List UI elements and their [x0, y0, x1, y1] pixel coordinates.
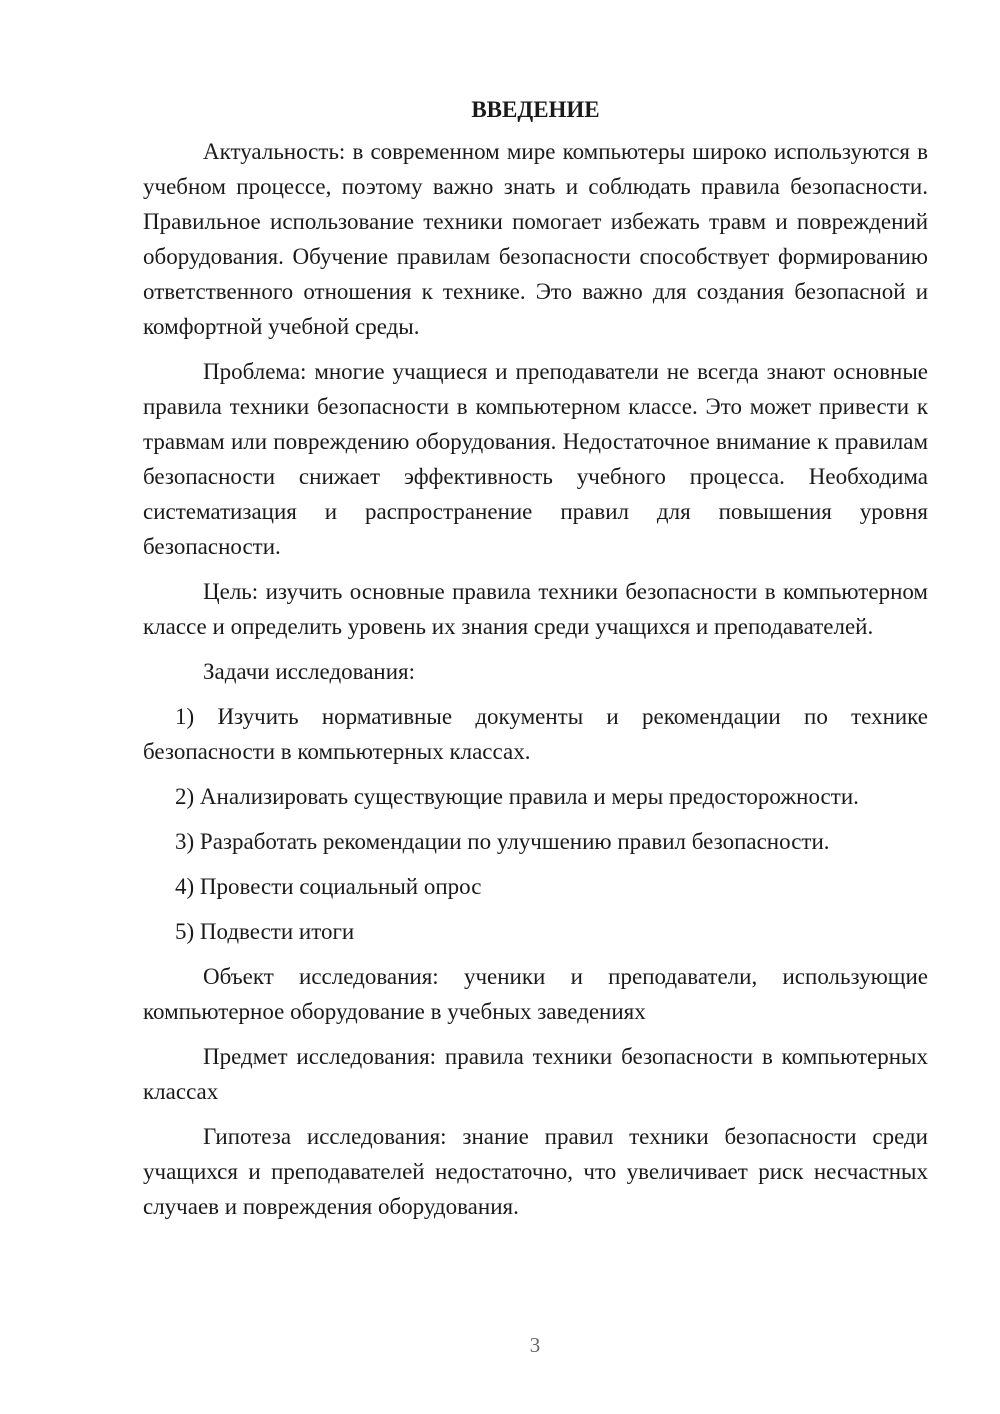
paragraph-hypothesis: Гипотеза исследования: знание правил техники безопасности среди учащихся и преподавателей недостаточно, что увеличивает риск несчастных случаев и повреждения оборудования. [143, 1124, 928, 1219]
task-item-3: 3) Разработать рекомендации по улучшению правил безопасности. [175, 829, 830, 854]
task-item-2: 2) Анализировать существующие правила и меры предосторожности. [175, 784, 859, 809]
paragraph-subject: Предмет исследования: правила техники безопасности в компьютерных классах [143, 1044, 928, 1104]
paragraph-relevance: Актуальность: в современном мире компьютеры широко используются в учебном процессе, поэтому важно знать и соблюдать правила безопасности. Правильное использование техники помогает избежать травм и повреждений оборудования. Обучение правилам безопасности способствует формированию ответственного отношения к технике. Это важно для создания безопасной и комфортной учебной среды. [143, 139, 928, 339]
paragraph-tasks-heading: Задачи исследования: [203, 659, 416, 684]
section-title: ВВЕДЕНИЕ [471, 97, 600, 122]
paragraph-problem: Проблема: многие учащиеся и преподаватели не всегда знают основные правила техники безопасности в компьютерном классе. Это может привести к травмам или повреждению оборудования. Недостаточное внимание к правилам безопасности снижает эффективность учебного процесса. Необходима систематизация и распространение правил для повышения уровня безопасности. [143, 359, 928, 559]
task-item-4: 4) Провести социальный опрос [175, 874, 482, 899]
page-number: 3 [529, 1333, 541, 1357]
task-item-5: 5) Подвести итоги [175, 919, 355, 944]
document-page [143, 92, 928, 1234]
task-item-1: 1) Изучить нормативные документы и рекомендации по технике безопасности в компьютерных классах. [143, 704, 928, 764]
paragraph-object: Объект исследования: ученики и преподаватели, использующие компьютерное оборудование в учебных заведениях [143, 964, 928, 1024]
paragraph-goal: Цель: изучить основные правила техники безопасности в компьютерном классе и определить уровень их знания среди учащихся и преподавателей. [143, 579, 928, 639]
